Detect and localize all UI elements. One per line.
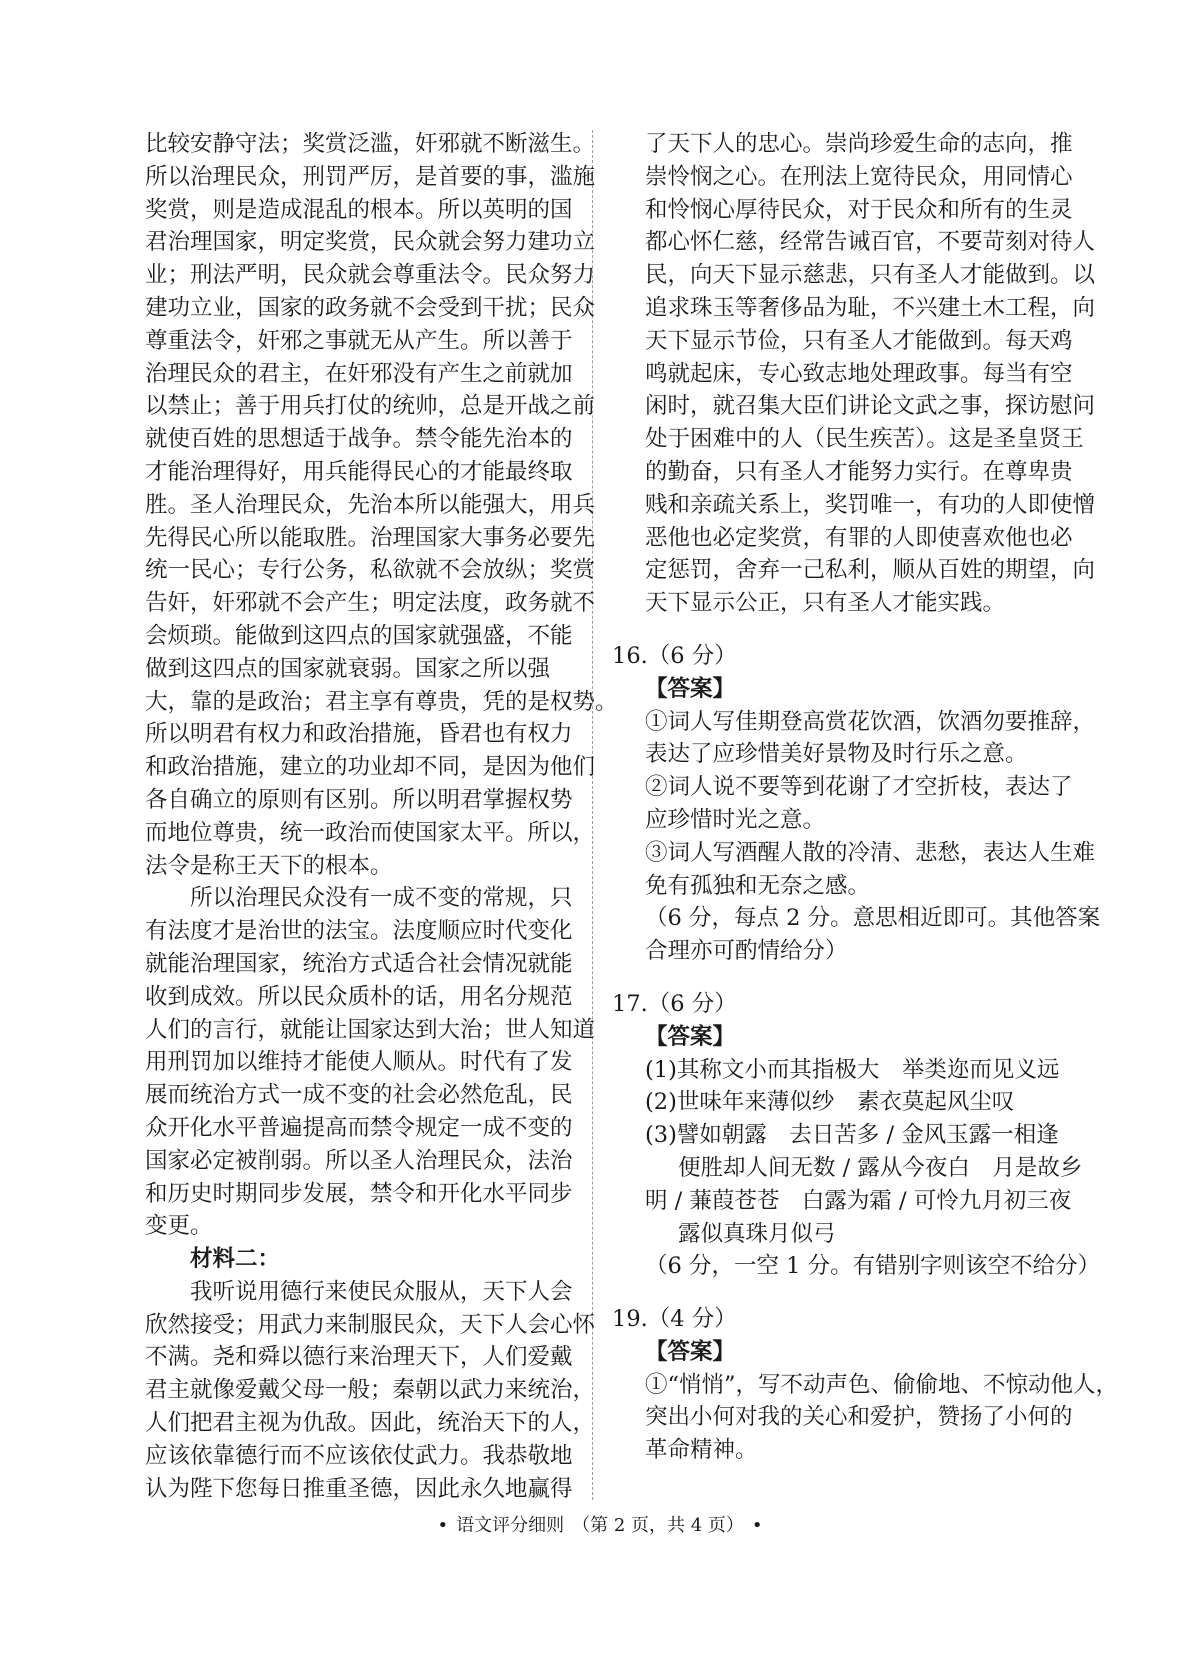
- question-19: [612, 1303, 1119, 1467]
- text-line: 大，靠的是政治；君主享有尊贵，凭的是权势。: [145, 688, 618, 715]
- text-line: 业；刑法严明，民众就会尊重法令。民众努力: [145, 262, 596, 289]
- text-line: 所以治理民众，刑罚严厉，是首要的事，滥施: [145, 163, 596, 190]
- text-line: 的勤奋，只有圣人才能努力实行。在尊卑贵: [645, 458, 1073, 485]
- answer-label: 【答案】: [645, 1338, 736, 1365]
- text-line: 认为陛下您每日推重圣德，因此永久地赢得: [145, 1475, 573, 1502]
- material-two-heading: 材料二：: [190, 1246, 281, 1273]
- text-line: 比较安静守法；奖赏泛滥，奸邪就不断滋生。: [145, 131, 596, 157]
- text-line: 所以明君有权力和政治措施，昏君也有权力: [145, 721, 573, 748]
- answer-line: (3)譬如朝露 去日苦多 / 金风玉露一相逢: [645, 1122, 1059, 1149]
- answer-line: 表达了应珍惜美好景物及时行乐之意。: [645, 741, 1028, 768]
- text-line: 会烦琐。能做到这四点的国家就强盛，不能: [145, 622, 573, 649]
- text-line: 做到这四点的国家就衰弱。国家之所以强: [145, 655, 551, 682]
- text-line: 就能治理国家，统治方式适合社会情况就能: [145, 950, 573, 977]
- text-line: 众开化水平普遍提高而禁令规定一成不变的: [145, 1114, 573, 1141]
- text-line: 告奸，奸邪就不会产生；明定法度，政务就不: [145, 590, 596, 617]
- answer-line: 合理亦可酌情给分）: [645, 938, 848, 965]
- answer-line: 便胜却人间无数 / 露从今夜白 月是故乡: [678, 1154, 1083, 1181]
- answer-line: 明 / 蒹葭苍苍 白露为霜 / 可怜九月初三夜: [645, 1187, 1072, 1214]
- page-footer: [0, 1511, 1200, 1537]
- text-line: 闲时，就召集大臣们讲论文武之事，探访慰问: [645, 393, 1096, 420]
- text-line: 不满。尧和舜以德行来治理天下，人们爱戴: [145, 1344, 573, 1371]
- text-line: 而地位尊贵，统一政治而使国家太平。所以，: [145, 819, 596, 846]
- question-number: 19.（4 分）: [612, 1306, 737, 1333]
- paragraph-3: [145, 1276, 595, 1506]
- text-line: 奖赏，则是造成混乱的根本。所以英明的国: [145, 196, 573, 223]
- text-line: 鸣就起床，专心致志地处理政事。每当有空: [645, 360, 1073, 387]
- paragraph-2: [145, 882, 595, 1243]
- text-line: 收到成效。所以民众质朴的话，用名分规范: [145, 983, 573, 1010]
- answer-line: ①“悄悄”，写不动声色、偷偷地、不惊动他人，: [645, 1371, 1119, 1398]
- answer-label: 【答案】: [645, 675, 736, 702]
- answer-line: 突出小何对我的关心和爱护，赞扬了小何的: [645, 1404, 1073, 1431]
- text-line: 天下显示公正，只有圣人才能实践。: [645, 590, 1006, 617]
- text-line: 君治理国家，明定奖赏，民众就会努力建功立: [145, 229, 596, 256]
- text-line: 建功立业，国家的政务就不会受到干扰；民众: [145, 294, 596, 321]
- text-line: 治理民众的君主，在奸邪没有产生之前就加: [145, 360, 573, 387]
- text-line: 恶他也必定奖赏，有罪的人即使喜欢他也必: [645, 524, 1073, 551]
- text-line: 以禁止；善于用兵打仗的统帅，总是开战之前: [145, 393, 596, 420]
- text-line: 和历史时期同步发展，禁令和开化水平同步: [145, 1180, 573, 1207]
- text-line: 才能治理得好，用兵能得民心的才能最终取: [145, 458, 573, 485]
- text-line: 天下显示节俭，只有圣人才能做到。每天鸡: [645, 327, 1073, 354]
- paragraph-continued: [612, 128, 1096, 620]
- text-line: 我听说用德行来使民众服从，天下人会: [190, 1278, 573, 1305]
- answer-line: 免有孤独和无奈之感。: [645, 872, 871, 899]
- text-line: 法令是称王天下的根本。: [145, 852, 393, 879]
- answer-line: 应珍惜时光之意。: [645, 806, 826, 833]
- text-line: 人们的言行，就能让国家达到大治；世人知道: [145, 1016, 596, 1043]
- question-number: 17.（6 分）: [612, 990, 737, 1017]
- text-line: 和怜悯心厚待民众，对于民众和所有的生灵: [645, 196, 1073, 223]
- text-line: 各自确立的原则有区别。所以明君掌握权势: [145, 786, 573, 813]
- text-line: 应该依靠德行而不应该依仗武力。我恭敬地: [145, 1442, 573, 1469]
- text-line: 民，向天下显示慈悲，只有圣人才能做到。以: [645, 262, 1096, 289]
- text-line: 有法度才是治世的法宝。法度顺应时代变化: [145, 918, 573, 945]
- text-line: 国家必定被削弱。所以圣人治理民众，法治: [145, 1147, 573, 1174]
- text-line: 尊重法令，奸邪之事就无从产生。所以善于: [145, 327, 573, 354]
- text-line: 统一民心；专行公务，私欲就不会放纵；奖赏: [145, 557, 596, 584]
- answer-line: （6 分，每点 2 分。意思相近即可。其他答案: [645, 905, 1101, 932]
- text-line: 用刑罚加以维持才能使人顺从。时代有了发: [145, 1049, 573, 1076]
- footer-page-info: （第 2 页，共 4 页）: [572, 1515, 744, 1536]
- text-line: 处于困难中的人（民生疾苦）。这是圣皇贤王: [645, 426, 1084, 453]
- text-line: 君主就像爱戴父母一般；秦朝以武力来统治，: [145, 1377, 596, 1404]
- text-line: 人们把君主视为仇敌。因此，统治天下的人，: [145, 1410, 596, 1437]
- answer-line: 露似真珠月似弓: [678, 1220, 836, 1247]
- text-line: 欣然接受；用武力来制服民众，天下人会心怀: [145, 1311, 596, 1338]
- text-line: 展而统治方式一成不变的社会必然危乱，民: [145, 1082, 573, 1109]
- answer-line: ①词人写佳期登高赏花饮酒，饮酒勿要推辞，: [645, 708, 1096, 735]
- footer-bullet: •: [437, 1515, 449, 1536]
- text-line: 变更。: [145, 1213, 213, 1240]
- question-17: [612, 988, 1101, 1283]
- text-line: 贱和亲疏关系上，奖罚唯一，有功的人即使憎: [645, 491, 1096, 518]
- answer-line: （6 分，一空 1 分。有错别字则该空不给分）: [645, 1253, 1101, 1280]
- answer-line: ③词人写酒醒人散的冷清、悲愁，表达人生难: [645, 839, 1096, 866]
- answer-line: (2)世味年来薄似纱 素衣莫起风尘叹: [645, 1089, 1015, 1116]
- answer-line: (1)其称文小而其指极大 举类迩而见义远: [645, 1056, 1060, 1083]
- text-line: 和政治措施，建立的功业却不同，是因为他们: [145, 754, 596, 781]
- footer-bullet: •: [751, 1515, 763, 1536]
- left-column: [145, 128, 618, 1505]
- text-line: 先得民心所以能取胜。治理国家大事务必要先: [145, 524, 596, 551]
- answer-line: ②词人说不要等到花谢了才空折枝，表达了: [645, 774, 1073, 801]
- answer-line: 革命精神。: [645, 1437, 758, 1464]
- text-line: 定惩罚，舍弃一己私利，顺从百姓的期望，向: [645, 557, 1096, 584]
- text-line: 追求珠玉等奢侈品为耻，不兴建土木工程，向: [645, 294, 1096, 321]
- text-line: 都心怀仁慈，经常告诫百官，不要苛刻对待人: [645, 229, 1096, 256]
- question-number: 16.（6 分）: [612, 642, 737, 669]
- text-line: 崇怜悯之心。在刑法上宽待民众，用同情心: [645, 163, 1073, 190]
- text-line: 了天下人的忠心。崇尚珍爱生命的志向，推: [645, 131, 1073, 157]
- answer-label: 【答案】: [645, 1023, 736, 1050]
- footer-title: 语文评分细则: [456, 1515, 565, 1536]
- text-line: 胜。圣人治理民众，先治本所以能强大，用兵: [145, 491, 596, 518]
- text-line: 所以治理民众没有一成不变的常规，只: [190, 885, 573, 912]
- text-line: 就使百姓的思想适于战争。禁令能先治本的: [145, 426, 573, 453]
- paragraph-1: [145, 128, 618, 882]
- right-column: [612, 128, 1119, 1467]
- question-16: [612, 640, 1101, 968]
